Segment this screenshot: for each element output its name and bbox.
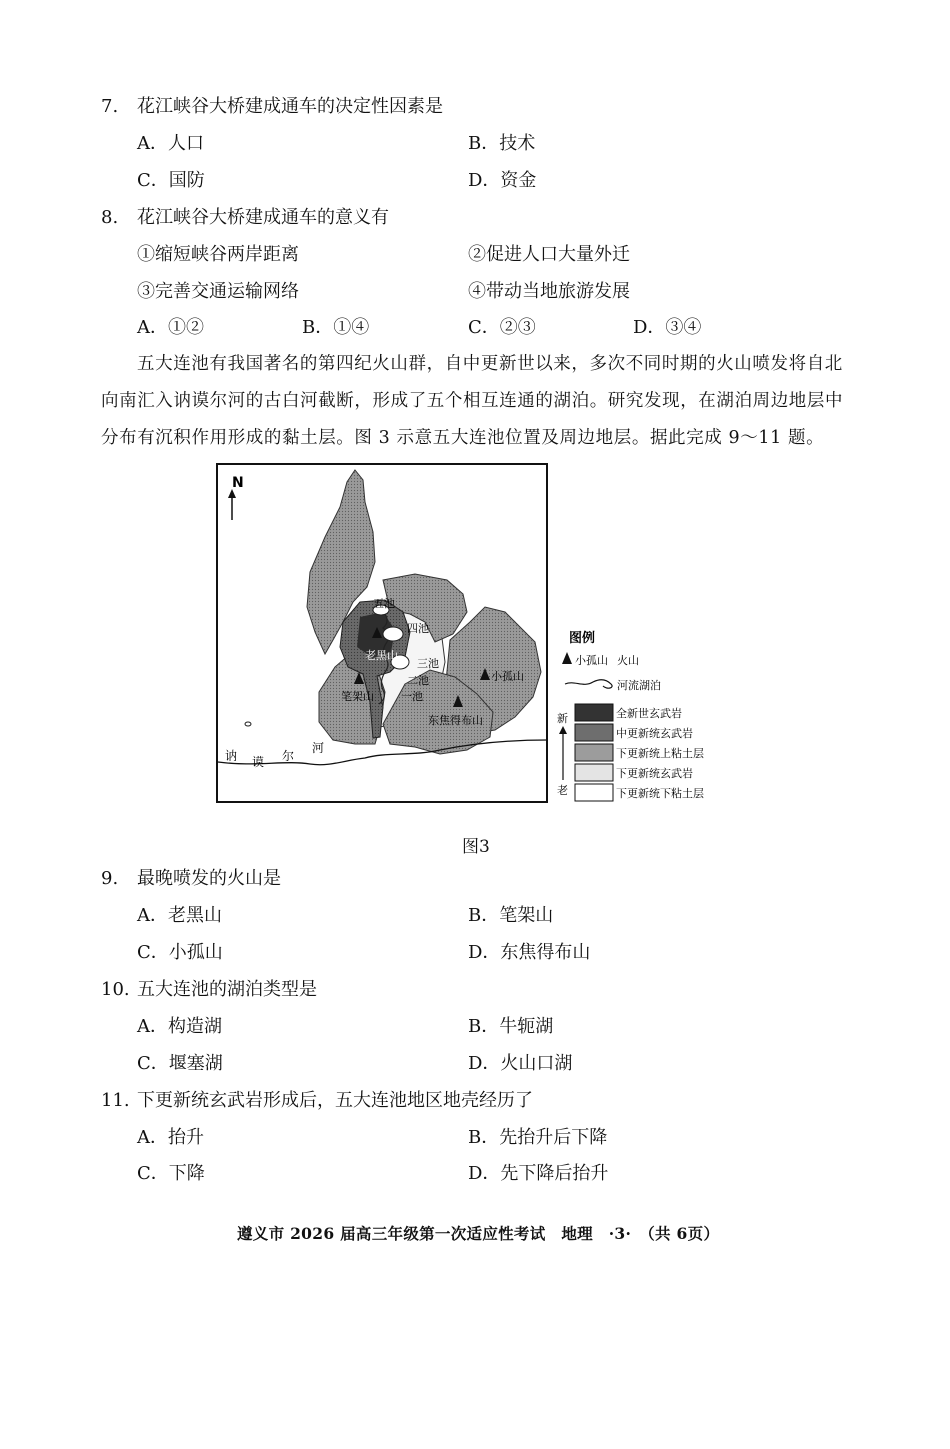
legend-swatch-1 xyxy=(575,704,613,721)
lake-4-label: 四池 xyxy=(407,622,429,635)
passage-line-1: 五大连池有我国著名的第四纪火山群，自中更新世以来，多次不同时期的火山喷发将自北 xyxy=(137,354,843,374)
q8-statement-1: ①缩短峡谷两岸距离 xyxy=(137,244,299,265)
q10-number: 10. xyxy=(101,979,130,1000)
q7-option-b[interactable]: B．技术 xyxy=(468,133,536,154)
legend-swatch-5 xyxy=(575,784,613,801)
q9-stem: 最晚喷发的火山是 xyxy=(137,868,281,889)
q7-number: 7. xyxy=(101,96,119,117)
q8-option-d[interactable]: D．③④ xyxy=(633,317,702,338)
q9-option-b[interactable]: B．笔架山 xyxy=(468,905,554,926)
legend-layer-label-4: 下更新统玄武岩 xyxy=(616,767,693,780)
q7-option-d[interactable]: D．资金 xyxy=(468,170,537,191)
figure-3-map xyxy=(215,462,720,807)
q11-option-d[interactable]: D．先下降后抬升 xyxy=(468,1163,609,1184)
q9-option-d[interactable]: D．东焦得布山 xyxy=(468,942,591,963)
legend-layers xyxy=(575,704,704,801)
q8-option-b[interactable]: B．①④ xyxy=(302,317,370,338)
q7-option-a[interactable]: A．人口 xyxy=(137,133,204,154)
q10-option-b[interactable]: B．牛轭湖 xyxy=(468,1016,554,1037)
q9-option-a[interactable]: A．老黑山 xyxy=(137,905,222,926)
lake-5-label: 五池 xyxy=(373,597,395,610)
q11-number: 11. xyxy=(101,1090,130,1111)
lake-3-label: 三池 xyxy=(417,657,439,670)
passage-line-2: 向南汇入讷谟尔河的古白河截断，形成了五个相互连通的湖泊。研究发现，在湖泊周边地层中 xyxy=(101,391,844,411)
q10-option-c[interactable]: C．堰塞湖 xyxy=(137,1053,223,1074)
q7-stem: 花江峡谷大桥建成通车的决定性因素是 xyxy=(137,96,443,117)
q11-option-c[interactable]: C．下降 xyxy=(137,1163,205,1184)
q8-stem: 花江峡谷大桥建成通车的意义有 xyxy=(137,207,389,228)
river-char-2: 谟 xyxy=(252,755,265,769)
q8-statement-3: ③完善交通运输网络 xyxy=(137,281,299,302)
volcano-laoheishan-label: 老黑山 xyxy=(365,649,398,662)
volcano-bijiashan-label: 笔架山 xyxy=(341,690,374,703)
figure-caption: 图3 xyxy=(462,837,490,857)
legend-layer-label-1: 全新世玄武岩 xyxy=(616,707,682,720)
legend-river-label: 河流湖泊 xyxy=(617,679,661,692)
legend-swatch-2 xyxy=(575,724,613,741)
legend-swatch-3 xyxy=(575,744,613,761)
q11-option-a[interactable]: A．抬升 xyxy=(137,1127,204,1148)
q8-option-a[interactable]: A．①② xyxy=(137,317,204,338)
lake-1-label: 一池 xyxy=(401,690,423,703)
passage-line-3: 分布有沉积作用形成的黏土层。图 3 示意五大连池位置及周边地层。据此完成 9～11 题。 xyxy=(101,428,825,448)
q9-option-c[interactable]: C．小孤山 xyxy=(137,942,223,963)
legend-newer: 新 xyxy=(557,712,568,725)
north-label: N xyxy=(232,475,244,491)
legend-river-icon xyxy=(565,680,612,688)
legend-title: 图例 xyxy=(569,631,596,646)
legend-volcano-label: 火山 xyxy=(617,654,639,667)
q11-stem: 下更新统玄武岩形成后，五大连池地区地壳经历了 xyxy=(137,1090,533,1111)
q9-number: 9. xyxy=(101,868,119,889)
q8-option-c[interactable]: C．②③ xyxy=(468,317,536,338)
q10-stem: 五大连池的湖泊类型是 xyxy=(137,979,317,1000)
legend-older: 老 xyxy=(557,784,568,797)
legend-volcano-icon xyxy=(562,652,572,664)
legend-volcano-sample: 小孤山 xyxy=(575,654,608,667)
volcano-dongjiaode-label: 东焦得布山 xyxy=(428,714,483,727)
q11-option-b[interactable]: B．先抬升后下降 xyxy=(468,1127,608,1148)
legend-swatch-4 xyxy=(575,764,613,781)
q10-option-d[interactable]: D．火山口湖 xyxy=(468,1053,573,1074)
river-char-4: 河 xyxy=(312,741,325,755)
q8-statement-4: ④带动当地旅游发展 xyxy=(468,281,630,302)
legend-layer-label-3: 下更新统上粘土层 xyxy=(616,747,704,760)
q7-option-c[interactable]: C．国防 xyxy=(137,170,205,191)
q8-number: 8. xyxy=(101,207,119,228)
volcano-xiaogushan-label: 小孤山 xyxy=(491,670,524,683)
q10-option-a[interactable]: A．构造湖 xyxy=(137,1016,222,1037)
lake-2-label: 二池 xyxy=(407,674,429,687)
page-footer: 遵义市 2026 届高三年级第一次适应性考试 地理 ·3· （共 6页） xyxy=(237,1224,720,1243)
q8-statement-2: ②促进人口大量外迁 xyxy=(468,244,630,265)
river-char-3: 尔 xyxy=(282,749,295,763)
legend-layer-label-2: 中更新统玄武岩 xyxy=(616,727,693,740)
legend-layer-label-5: 下更新统下粘土层 xyxy=(616,787,704,800)
river-char-1: 讷 xyxy=(225,749,238,763)
